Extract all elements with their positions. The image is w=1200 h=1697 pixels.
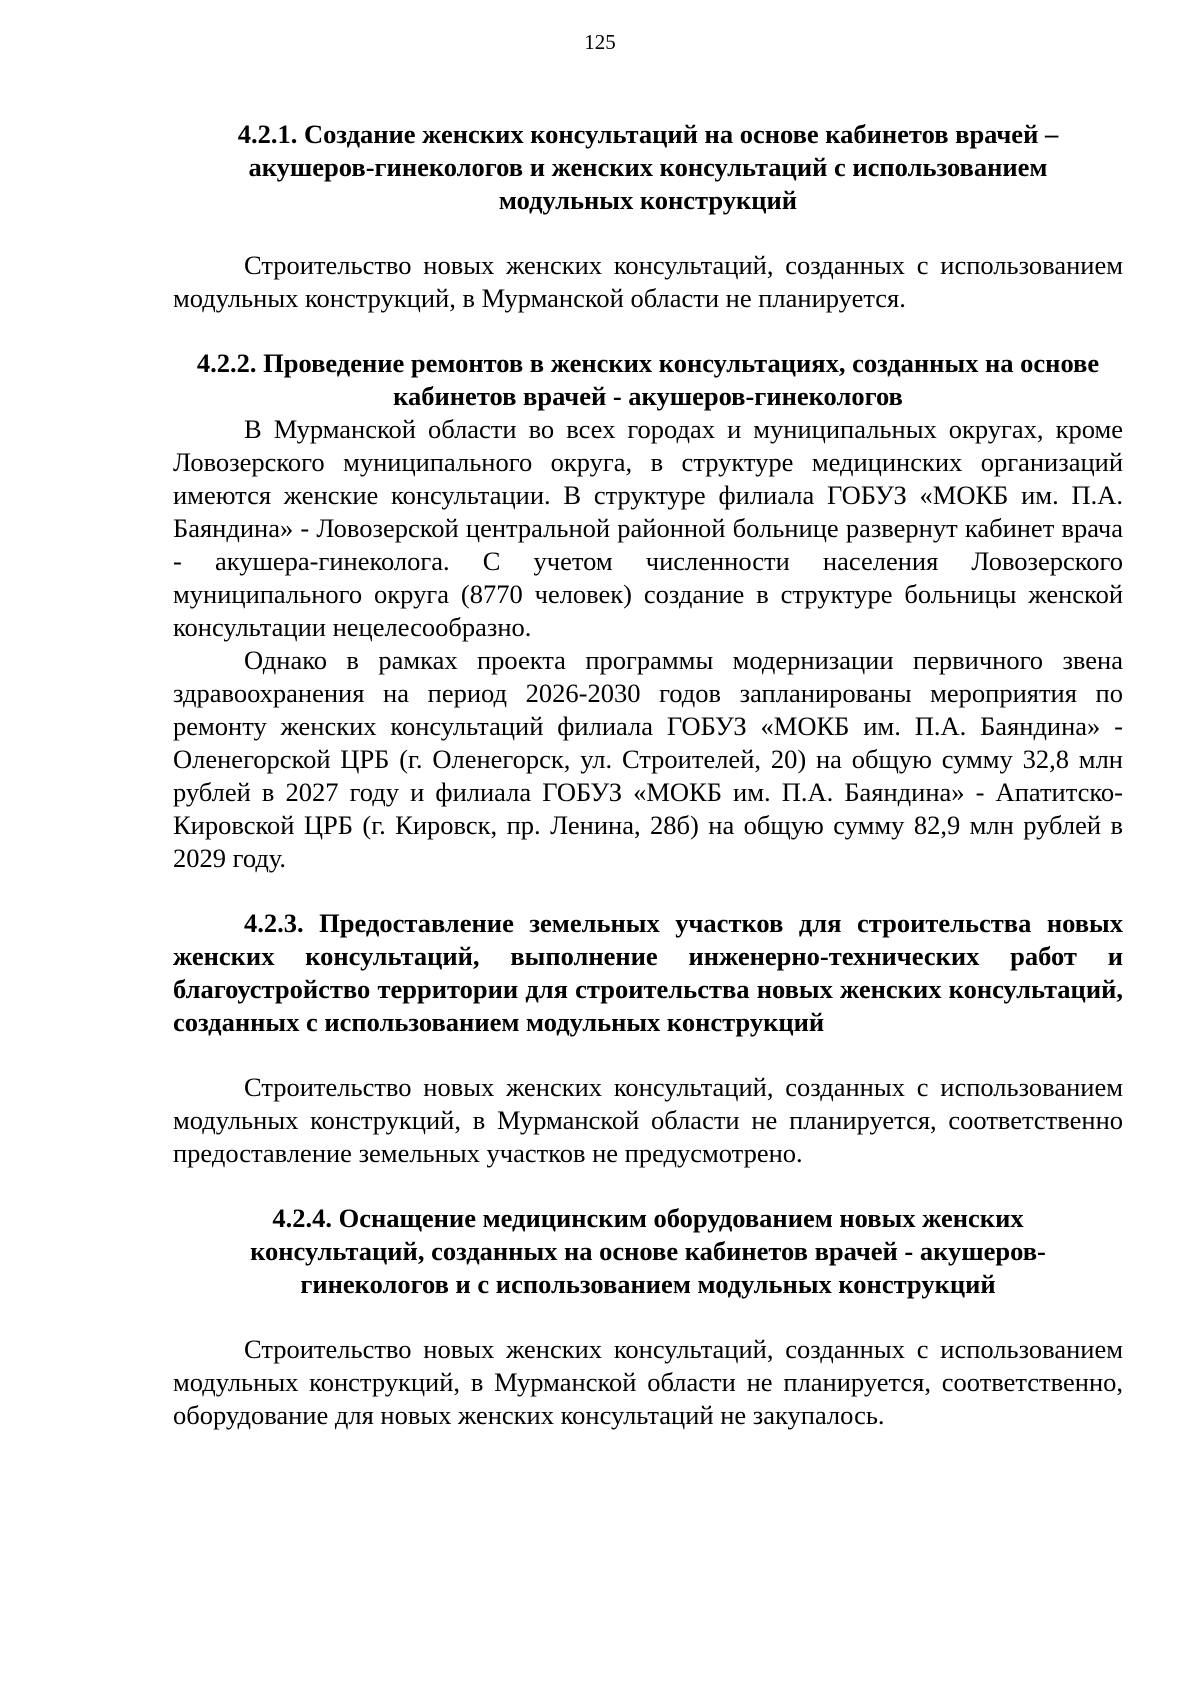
section-4-2-2-paragraph-1: В Мурманской области во всех городах и муниципальных округах, кроме Ловозерского муниципального округа, в структуре медицинских организаций имеются женские консультации. В структуре филиала ГОБУЗ «МОКБ им. П.А. Баяндина» - Ловозерской центральной районной больнице развернут кабинет врача - акушера-гинеколога. С учетом численности населения Ловозерского муниципального округа (8770 человек) создание в структуре больницы женской консультации нецелесообразно. — [173, 414, 1123, 642]
section-4-2-3-paragraph: Строительство новых женских консультаций, созданных с использованием модульных конструкций, в Мурманской области не планируется, соответственно предоставление земельных участков не предусмотрено. — [173, 1072, 1123, 1168]
section-heading-4-2-1: 4.2.1. Создание женских консультаций на основе кабинетов врачей – акушеров-гинекологов и женских консультаций с использованием модульных конструкций — [237, 119, 1059, 215]
section-4-2-4-paragraph: Строительство новых женских консультаций, созданных с использованием модульных конструкций, в Мурманской области не планируется, соответственно, оборудование для новых женских консультаций не закупалось. — [173, 1334, 1123, 1430]
section-heading-4-2-2: 4.2.2. Проведение ремонтов в женских консультациях, созданных на основе кабинетов врачей - акушеров-гинекологов — [196, 348, 1100, 411]
section-heading-4-2-3: 4.2.3. Предоставление земельных участков для строительства новых женских консультаций, выполнение инженерно-технических работ и благоустройство территории для строительства новых женских консультаций, созданных с использованием модульных конструкций — [173, 908, 1123, 1037]
section-4-2-2-paragraph-2: Однако в рамках проекта программы модернизации первичного звена здравоохранения на период 2026-2030 годов запланированы мероприятия по ремонту женских консультаций филиала ГОБУЗ «МОКБ им. П.А. Баяндина» - Оленегорской ЦРБ (г. Оленегорск, ул. Строителей, 20) на общую сумму 32,8 млн рублей в 2027 году и филиала ГОБУЗ «МОКБ им. П.А. Баяндина» - Апатитско-Кировской ЦРБ (г. Кировск, пр. Ленина, 28б) на общую сумму 82,9 млн рублей в 2029 году. — [173, 645, 1123, 873]
section-heading-4-2-4: 4.2.4. Оснащение медицинским оборудованием новых женских консультаций, созданных на основе кабинетов врачей - акушеров-гинекологов и с использованием модульных конструкций — [250, 1203, 1046, 1299]
page-number: 125 — [584, 30, 616, 54]
section-4-2-1-paragraph: Строительство новых женских консультаций, созданных с использованием модульных конструкций, в Мурманской области не планируется. — [173, 250, 1123, 313]
document-body — [173, 118, 1123, 1432]
